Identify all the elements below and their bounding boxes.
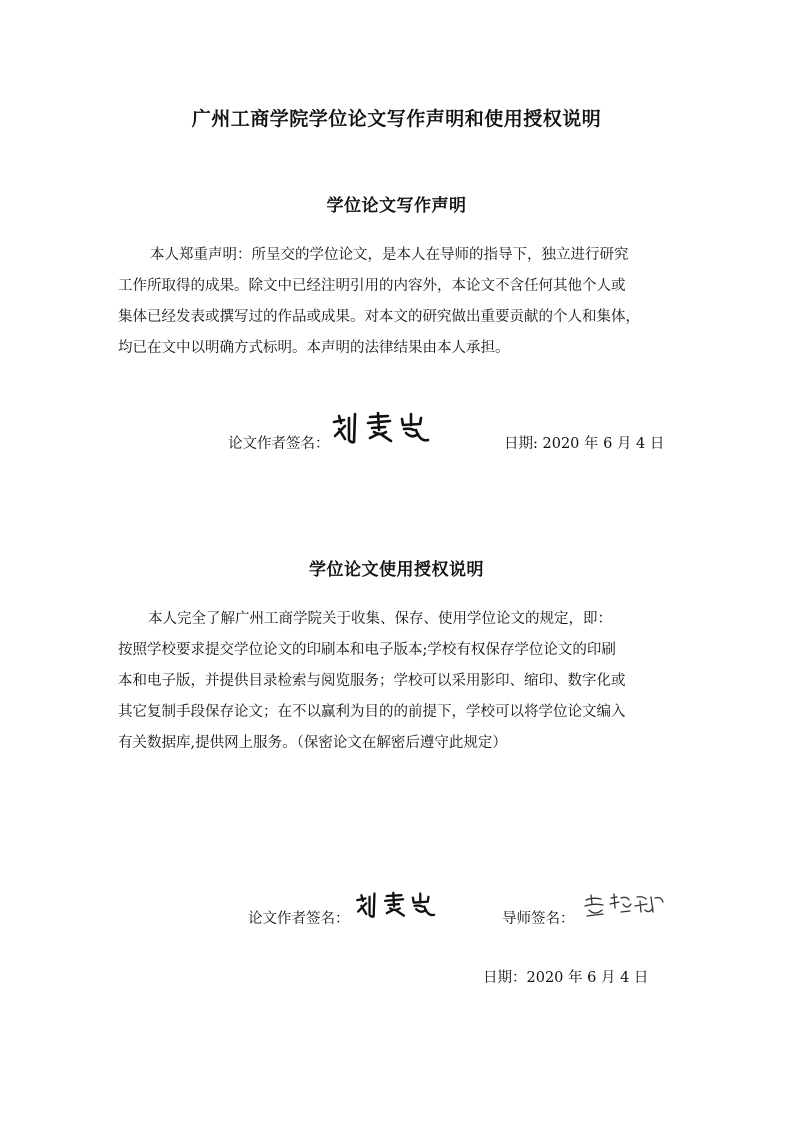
authorization-author-signature	[354, 890, 444, 920]
statement-author-signature	[330, 410, 440, 446]
document-title: 广州工商学院学位论文写作声明和使用授权说明	[191, 108, 602, 130]
authorization-line-1: 本人完全了解广州工商学院关于收集、保存、使用学位论文的规定，即：	[148, 611, 612, 627]
advisor-signature	[583, 892, 667, 920]
authorization-advisor-sign-label: 导师签名：	[502, 911, 575, 927]
authorization-line-3: 本和电子版，并提供目录检索与阅览服务；学校可以采用影印、缩印、数字化或	[118, 673, 626, 689]
authorization-heading: 学位论文使用授权说明	[309, 560, 484, 580]
statement-line-4: 均已在文中以明确方式标明。本声明的法律结果由本人承担。	[118, 340, 510, 356]
authorization-author-sign-label: 论文作者签名：	[248, 911, 350, 927]
statement-line-3: 集体已经发表或撰写过的作品或成果。对本文的研究做出重要贡献的个人和集体，	[118, 309, 640, 325]
authorization-line-4: 其它复制手段保存论文；在不以赢利为目的的前提下，学校可以将学位论文编入	[118, 704, 626, 720]
statement-line-2: 工作所取得的成果。除文中已经注明引用的内容外，本论文不含任何其他个人或	[118, 278, 626, 294]
statement-author-sign-label: 论文作者签名：	[228, 436, 330, 452]
authorization-line-5: 有关数据库,提供网上服务。（保密论文在解密后遵守此规定）	[118, 735, 507, 751]
authorization-date: 日期：2020 年 6 月 4 日	[483, 970, 649, 986]
statement-date: 日期: 2020 年 6 月 4 日	[504, 436, 665, 452]
statement-heading: 学位论文写作声明	[326, 196, 467, 216]
authorization-line-2: 按照学校要求提交学位论文的印刷本和电子版本;学校有权保存学位论文的印刷	[118, 642, 616, 658]
statement-line-1: 本人郑重声明：所呈交的学位论文，是本人在导师的指导下，独立进行研究	[150, 247, 629, 263]
statement-paragraph	[118, 240, 640, 364]
authorization-paragraph	[118, 604, 626, 759]
